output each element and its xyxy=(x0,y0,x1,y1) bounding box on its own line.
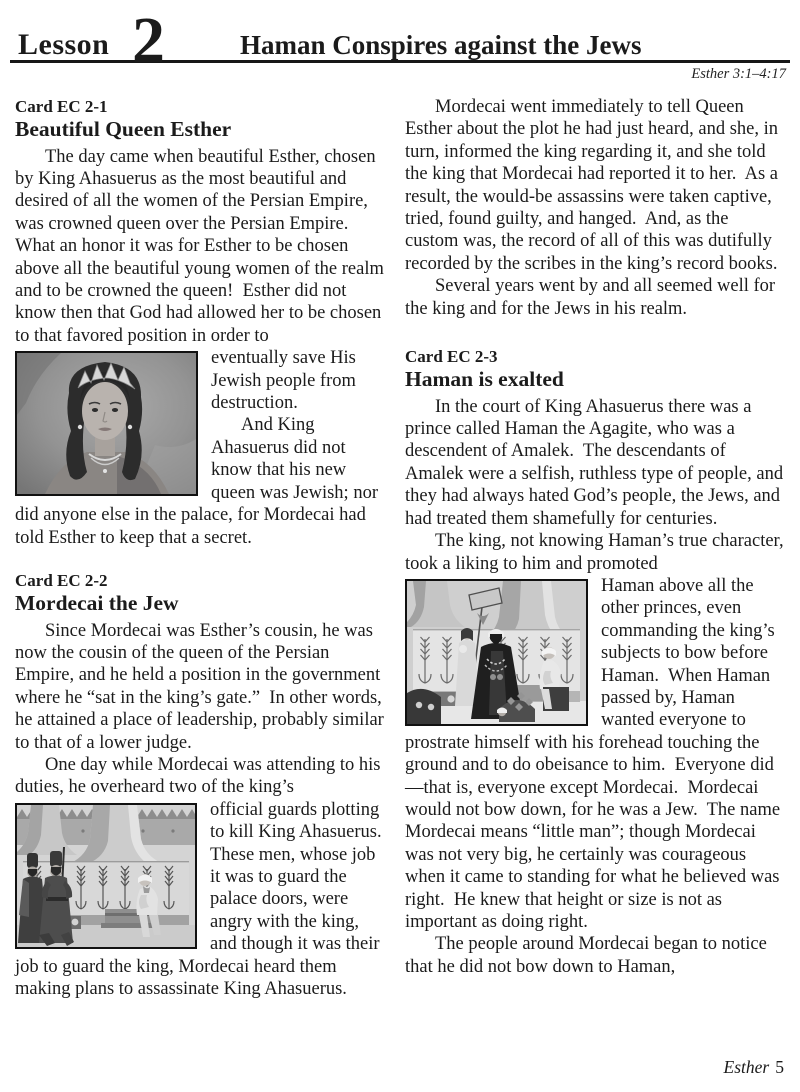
section-continued xyxy=(405,96,785,320)
section-title: Beautiful Queen Esther xyxy=(15,117,232,142)
paragraph: Mordecai went immediately to tell Queen Esther about the plot he had just heard, and she, in turn, informed the king regarding it, and she told the king that Mordecai had reported it to her. As a result, the would-be assassins were taken captive, tried, found guilty, and hanged. And, as the custom was, the record of all of this was dutifully recorded by the scribes in the king’s record books. xyxy=(405,97,783,274)
paragraph: The day came when beautiful Esther, chosen by King Ahasuerus as the most beautiful and desired of all the women of the Persian Empire, was crowned queen over the Persian Empire. What an honor it was for Esther to be chosen above all the beautiful young women of the realm and to be crowned the queen! Esther did not know then that God had allowed her to be chosen to that favored position in order to xyxy=(15,146,389,346)
footer-page-number: 5 xyxy=(775,1057,784,1077)
paragraph: In the court of King Ahasuerus there was a prince called Haman the Agagite, who was a descendent of Amalek. The descendants of Amalek were a selfish, ruthless type of people, and they had always hated God’s people, the Jews, and had treated them shamefully for centuries. xyxy=(405,396,788,529)
scripture-reference: Esther 3:1–4:17 xyxy=(691,66,786,82)
card-label: Card EC 2-3 xyxy=(405,347,498,367)
section-card-ec-2-2 xyxy=(15,570,390,1001)
card-label: Card EC 2-2 xyxy=(15,570,108,590)
two-column-body xyxy=(0,92,800,1000)
paragraph: The king, not knowing Haman’s true character, took a liking to him and promoted xyxy=(405,531,789,574)
paragraph-wrap: Haman above all the other princes, even commanding the king’s subjects to bow before Haman. When Haman passed by, Haman wanted everyone to prostrate himself with his forehead touching the ground and to do obeisance to him. Everyone did—that is, everyone except Mordecai. Mordecai would not bow down, for he was a Jew. The name Mordecai means “little man”; though Mordecai was not very big, he certainly was courageous when it came to standing for what he believed was right. He knew that height or size is not as important as doing right. xyxy=(405,575,785,933)
paragraph-wrap: eventually save His Jewish people from destruction. xyxy=(211,348,361,414)
footer-book-title: Esther xyxy=(723,1057,770,1077)
paragraph: Several years went by and all seemed well for the king and for the Jews in his realm. xyxy=(405,276,780,319)
right-column xyxy=(405,96,789,1000)
haman-court-image xyxy=(405,579,588,726)
section-title: Mordecai the Jew xyxy=(15,591,179,616)
paragraph: The people around Mordecai began to notice that he did not bow down to Haman, xyxy=(405,934,772,977)
lesson-title: Haman Conspires against the Jews xyxy=(240,30,642,60)
paragraph-wrap: official guards plotting to kill King Ahasuerus. These men, whose job it was to guard the palace doors, were angry with the king, and though it was their job to guard the king, Mordecai heard them making plans to assassinate King Ahasuerus. xyxy=(15,799,391,1000)
paragraph: Since Mordecai was Esther’s cousin, he was now the cousin of the queen of the Persian Empire, and he held a position in the government where he “sat in the king’s gate.” In other words, he attained a place of leadership, probably similar to that of a lower judge. xyxy=(15,620,389,753)
paragraph: One day while Mordecai was attending to his duties, he overheard two of the king’s xyxy=(15,754,386,798)
palace-guards-image xyxy=(15,803,197,949)
esther-portrait-image xyxy=(15,351,198,496)
section-card-ec-2-3 xyxy=(405,346,789,978)
page-header xyxy=(0,0,800,92)
section-card-ec-2-1 xyxy=(15,96,390,549)
page-footer xyxy=(724,1057,784,1078)
paragraph: And King Ahasuerus did not know that his new queen was Jewish; nor did anyone else in the palace, for Mordecai had told Esther to keep that a secret. xyxy=(15,415,383,548)
left-column xyxy=(15,96,390,1000)
card-label: Card EC 2-1 xyxy=(15,97,108,116)
lesson-label: Lesson xyxy=(18,28,110,61)
lesson-number: 2 xyxy=(132,4,165,77)
section-title: Haman is exalted xyxy=(405,367,564,392)
